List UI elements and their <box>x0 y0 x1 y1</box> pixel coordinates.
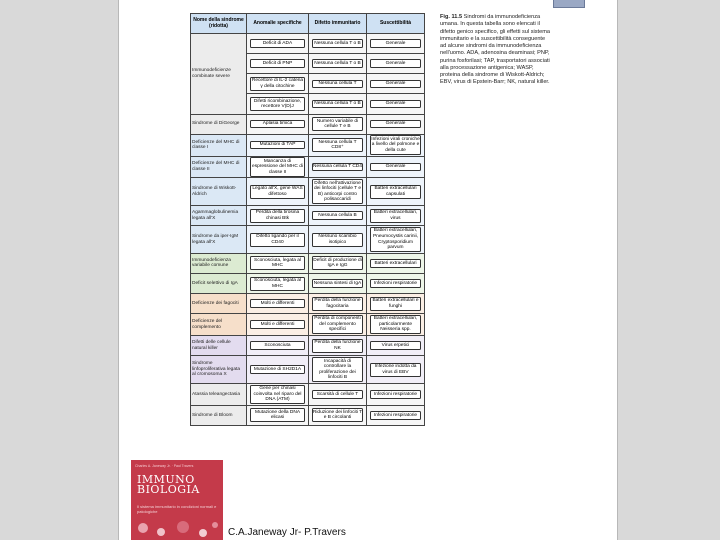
cell-box: Difetto nell'attivazione dei linfociti (cellule T e B) anticorpi contro polisaccaridi <box>312 179 364 204</box>
cell-box: Mutazione della DNA elicasi <box>250 408 305 422</box>
defect-cell <box>309 74 367 94</box>
cell-box: Nessuna cellula T o B <box>312 39 364 48</box>
anomaly-cell <box>247 178 309 206</box>
susceptibility-cell <box>367 336 425 356</box>
table-row <box>191 253 425 273</box>
susceptibility-cell <box>367 74 425 94</box>
anomaly-cell <box>247 253 309 273</box>
book-authors: C.A.Janeway Jr- P.Travers <box>228 527 346 538</box>
defect-cell <box>309 94 367 114</box>
header-anomaly: Anomalie specifiche <box>247 14 309 34</box>
cell-box: Nessuna cellula T CD4 <box>312 163 364 172</box>
cell-box: Batteri extracellulari, particolarmente Neisseria spp. <box>370 315 422 335</box>
syndrome-name: Sindrome di Bloom <box>191 405 247 425</box>
syndrome-name: Deficit selettivo di IgA <box>191 274 247 294</box>
cell-box: Nessuna cellula B <box>312 211 364 220</box>
corner-tab <box>553 0 585 8</box>
cell-box: Incapacità di controllare la proliferazione dei linfociti B <box>312 357 364 382</box>
cell-box: Mutazione di SH2D1A <box>250 365 305 374</box>
cover-illustration <box>131 520 223 540</box>
susceptibility-cell <box>367 405 425 425</box>
table-row <box>191 226 425 254</box>
cell-box: Infezioni respiratorie <box>370 279 422 288</box>
cell-box: Mancanza di espressione del MHC di classe II <box>250 157 305 177</box>
cell-box: Molti e differenti <box>250 299 305 308</box>
table-row <box>191 134 425 156</box>
cover-authors: Charles A. Janeway Jr. · Paul Travers <box>135 464 194 468</box>
table-body <box>191 34 425 426</box>
cover-subtitle: Il sistema immunitario in condizioni normali e patologiche <box>137 504 217 514</box>
syndrome-name: Sindrome linfoproliferativa legata al cromosoma X <box>191 356 247 384</box>
anomaly-cell <box>247 294 309 314</box>
table-row <box>191 34 425 54</box>
defect-cell <box>309 226 367 254</box>
cell-box: Infezioni respiratorie <box>370 390 422 399</box>
cell-box: Riduzione dei linfociti T e B circolanti <box>312 408 364 422</box>
anomaly-cell <box>247 74 309 94</box>
header-susceptibility: Suscettibilità <box>367 14 425 34</box>
cell-box: Aplasia timica <box>250 120 305 129</box>
cell-box: Legato all'X, gene WAS difettoso <box>250 185 305 199</box>
table-row <box>191 156 425 178</box>
susceptibility-cell <box>367 274 425 294</box>
cell-box: Infezione indotta da virus di EBV <box>370 363 422 377</box>
cell-box: Sconosciuta, legata al MHC <box>250 277 305 291</box>
cell-box: Nessuna cellula T <box>312 80 364 89</box>
susceptibility-cell <box>367 206 425 226</box>
cell-box: Generale <box>370 59 422 68</box>
susceptibility-cell <box>367 226 425 254</box>
syndrome-name: Deficienze del MHC di classe II <box>191 156 247 178</box>
anomaly-cell <box>247 274 309 294</box>
cell-box: Recettore di IL-2 catena γ della citochine <box>250 77 305 91</box>
table-row <box>191 114 425 134</box>
cell-box: Sconosciuta <box>250 341 305 350</box>
table-row <box>191 356 425 384</box>
defect-cell <box>309 134 367 156</box>
table-row <box>191 383 425 405</box>
susceptibility-cell <box>367 294 425 314</box>
susceptibility-cell <box>367 54 425 74</box>
cell-box: Perdita di componenti del complemento specifici <box>312 315 364 335</box>
cell-box: Generale <box>370 163 422 172</box>
cell-box: Perdita della funzione fagocitaria <box>312 297 364 311</box>
cell-box: Generale <box>370 80 422 89</box>
book-cover <box>131 460 223 540</box>
defect-cell <box>309 336 367 356</box>
anomaly-cell <box>247 336 309 356</box>
cell-box: Batteri extracellulari, virus <box>370 209 422 223</box>
anomaly-cell <box>247 405 309 425</box>
cell-box: Nessuno scambio isotipico <box>312 233 364 247</box>
caption-text: Sindromi da immunodeficienza umana. In questa tabella sono elencati il difetto genico specifico, gli effetti sul sistema immunitario e la suscettibilità conseguente ad alcune sindromi da immunodeficienza nell'uomo. ADA, adenosina deaminasi; PNP, purina fosforilasi; TAP, trasportatori associati alla processazione antigenica; WASP, proteina della sindrome di Wiskott-Aldrich; EBV, virus di Epstein-Barr; NK, natural killer. <box>440 14 550 86</box>
table-row <box>191 314 425 336</box>
cell-box: Generale <box>370 100 422 109</box>
syndrome-name: Deficienze del complemento <box>191 314 247 336</box>
anomaly-cell <box>247 383 309 405</box>
defect-cell <box>309 294 367 314</box>
cell-box: Infezioni respiratorie <box>370 411 422 420</box>
cell-box: Perdita della tirosina chinasi Btk <box>250 209 305 223</box>
defect-cell <box>309 156 367 178</box>
anomaly-cell <box>247 356 309 384</box>
cell-box: Mutazioni di TAP <box>250 141 305 150</box>
cell-box: Difetti ricombinazione, recettore V(D)J <box>250 97 305 111</box>
anomaly-cell <box>247 94 309 114</box>
cell-box: Gene per chinasi coinvolta nel riparo del DNA (ATM) <box>250 385 305 405</box>
defect-cell <box>309 253 367 273</box>
defect-cell <box>309 383 367 405</box>
cell-box: Generale <box>370 39 422 48</box>
anomaly-cell <box>247 314 309 336</box>
table-row <box>191 294 425 314</box>
table-row <box>191 178 425 206</box>
anomaly-cell <box>247 206 309 226</box>
cell-box: Nessuna cellula T CD8⁺ <box>312 138 364 152</box>
cell-box: Difetto ligando per il CD40 <box>250 233 305 247</box>
cell-box: Batteri extracellulari <box>370 259 422 268</box>
cell-box: Numero variabile di cellule T e B <box>312 117 364 131</box>
syndrome-name: Sindrome da iper-IgM legata all'X <box>191 226 247 254</box>
susceptibility-cell <box>367 253 425 273</box>
defect-cell <box>309 54 367 74</box>
syndrome-name: Difetti delle cellule natural killer <box>191 336 247 356</box>
anomaly-cell <box>247 34 309 54</box>
figure-caption <box>440 14 550 87</box>
defect-cell <box>309 356 367 384</box>
cell-box: Sconosciuta, legata al MHC <box>250 256 305 270</box>
syndrome-name: Atassia teleangectasia <box>191 383 247 405</box>
header-syndrome: Nome della sindrome (ridotta) <box>191 14 247 34</box>
anomaly-cell <box>247 156 309 178</box>
syndrome-name: Immunodeficienza variabile comune <box>191 253 247 273</box>
cell-box: Perdita della funzione NK <box>312 339 364 353</box>
syndrome-name: Deficienze del MHC di classe I <box>191 134 247 156</box>
syndrome-name: Sindrome di Wiskott-Aldrich <box>191 178 247 206</box>
anomaly-cell <box>247 226 309 254</box>
susceptibility-cell <box>367 383 425 405</box>
anomaly-cell <box>247 114 309 134</box>
susceptibility-cell <box>367 156 425 178</box>
cell-box: Deficit di PNP <box>250 59 305 68</box>
table-row <box>191 206 425 226</box>
cell-box: Batteri extracellulari, Pneumocystis carinii, Cryptosporidium parvum <box>370 227 422 252</box>
header-defect: Difetto immunitario <box>309 14 367 34</box>
susceptibility-cell <box>367 134 425 156</box>
susceptibility-cell <box>367 114 425 134</box>
cell-box: Deficit di ADA <box>250 39 305 48</box>
anomaly-cell <box>247 134 309 156</box>
defect-cell <box>309 405 367 425</box>
cell-box: Molti e differenti <box>250 320 305 329</box>
table-row <box>191 274 425 294</box>
defect-cell <box>309 178 367 206</box>
susceptibility-cell <box>367 314 425 336</box>
cover-title <box>137 475 200 496</box>
cover-title-line1: IMMUNO <box>137 473 195 486</box>
anomaly-cell <box>247 54 309 74</box>
syndrome-name: Immunodeficienze combinate severe <box>191 34 247 115</box>
figure-number: Fig. 11.5 <box>440 14 463 20</box>
cell-box: Nessuna sintesi di IgA <box>312 279 364 288</box>
cell-box: Batteri extracellulari e funghi <box>370 297 422 311</box>
table-row <box>191 336 425 356</box>
table-row <box>191 405 425 425</box>
defect-cell <box>309 314 367 336</box>
cell-box: Infezioni virali croniche a livello del polmone e della cute <box>370 135 422 155</box>
susceptibility-cell <box>367 94 425 114</box>
defect-cell <box>309 34 367 54</box>
susceptibility-cell <box>367 34 425 54</box>
cell-box: Deficit di produzione di IgA e IgG <box>312 256 364 270</box>
cell-box: Scarsità di cellule T <box>312 390 364 399</box>
cell-box: Nessuna cellula T o B <box>312 59 364 68</box>
susceptibility-cell <box>367 178 425 206</box>
defect-cell <box>309 114 367 134</box>
syndrome-name: Agammaglobulinemia legata all'X <box>191 206 247 226</box>
susceptibility-cell <box>367 356 425 384</box>
syndrome-name: Deficienze dei fagociti <box>191 294 247 314</box>
cell-box: Nessuna cellula T o B <box>312 100 364 109</box>
cell-box: Virus erpetici <box>370 341 422 350</box>
cover-title-line2: BIOLOGIA <box>137 483 200 497</box>
cell-box: Generale <box>370 120 422 129</box>
defect-cell <box>309 274 367 294</box>
syndrome-name: Sindrome di DiGeorge <box>191 114 247 134</box>
defect-cell <box>309 206 367 226</box>
immunodeficiency-table <box>190 13 425 426</box>
cell-box: Batteri extracellulari capsulati <box>370 185 422 199</box>
